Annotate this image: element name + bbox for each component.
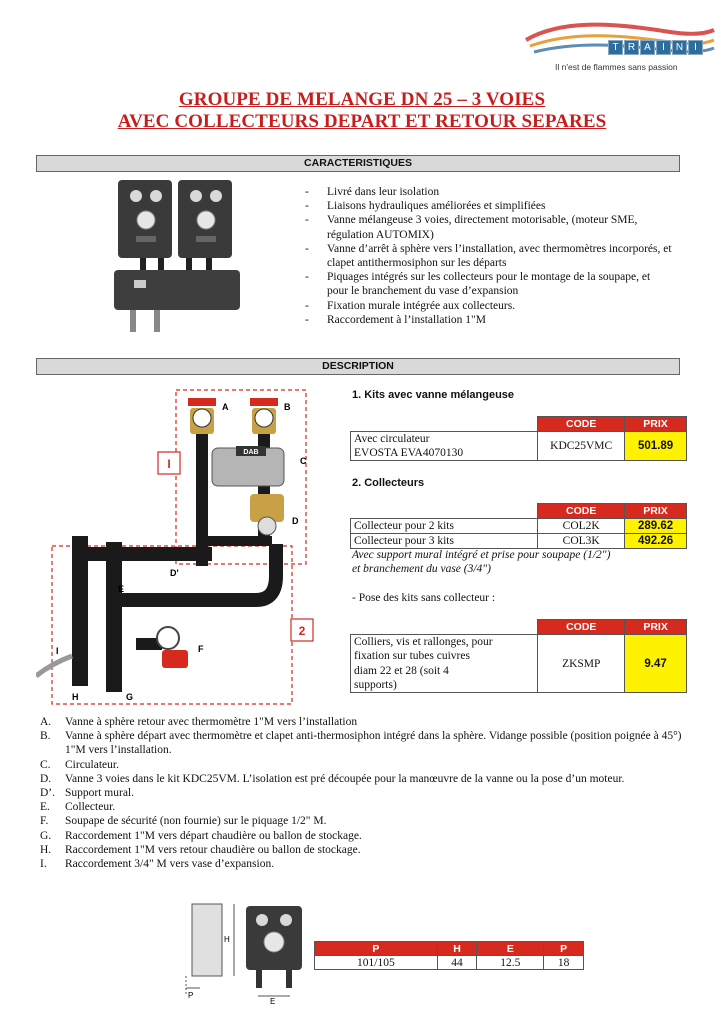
col-header-prix: PRIX xyxy=(625,620,687,635)
table-row xyxy=(351,534,687,549)
designation: EVOSTA EVA4070130 xyxy=(354,447,464,459)
price-cell: 289.62 xyxy=(625,519,687,534)
table-row xyxy=(351,519,687,534)
diagram-label-box2: 2 xyxy=(298,624,306,638)
logo-wordmark: T R A I N I xyxy=(607,40,703,55)
diagram-label-f: F xyxy=(198,644,204,654)
section-description: DESCRIPTION xyxy=(36,358,680,375)
diagram-label-d: D xyxy=(292,516,299,526)
legend-item: D’. Support mural. xyxy=(40,787,134,800)
col-header-code: CODE xyxy=(538,620,625,635)
designation: Collecteur pour 2 kits xyxy=(351,519,538,534)
price-cell: 501.89 xyxy=(625,432,687,461)
legend-item: C. Circulateur. xyxy=(40,758,119,771)
col-header-prix: PRIX xyxy=(625,504,687,519)
feature-item: - Livré dans leur isolation xyxy=(304,185,674,199)
diagram-label-g: G xyxy=(126,692,134,702)
page-title-line-1: GROUPE DE MELANGE DN 25 – 3 VOIES xyxy=(178,89,546,110)
pose-table xyxy=(350,619,687,693)
code-cell: COL3K xyxy=(538,534,625,549)
kits-table xyxy=(350,416,687,461)
legend-item: F. Soupape de sécurité (non fournie) sur le piquage 1/2" M. xyxy=(40,815,327,828)
legend-item: G. Raccordement 1"M vers départ chaudière ou ballon de stockage. xyxy=(40,829,362,842)
legend-item: B. Vanne à sphère départ avec thermomètre et clapet anti-thermosiphon intégré dans la sphère. Vidange possible (position poignée à 45°) 1"M vers l’installation. xyxy=(40,730,682,757)
price-cell: 9.47 xyxy=(625,635,687,693)
feature-item: - Vanne d’arrêt à sphère vers l’installation, avec thermomètres incorporés, et clapet antithermosiphon sur les départs xyxy=(304,242,674,270)
dimension-label-e: E xyxy=(270,997,276,1006)
dimension-label-h: H xyxy=(224,935,230,944)
code-cell: ZKSMP xyxy=(538,635,625,693)
collecteurs-heading: 2. Collecteurs xyxy=(352,477,425,489)
dimension-label-p: P xyxy=(188,991,194,1000)
feature-item: - Fixation murale intégrée aux collecteurs. xyxy=(304,299,674,313)
feature-item: - Liaisons hydrauliques améliorées et simplifiées xyxy=(304,199,674,213)
feature-item: - Raccordement à l’installation 1"M xyxy=(304,313,674,327)
pose-text: - Pose des kits sans collecteur : xyxy=(352,592,496,604)
product-photo xyxy=(110,176,245,346)
page-title-line-2: AVEC COLLECTEURS DEPART ET RETOUR SEPARES xyxy=(117,111,607,132)
section-caracteristiques: CARACTERISTIQUES xyxy=(36,155,680,172)
col-header-code: CODE xyxy=(538,504,625,519)
legend-item: A. Vanne à sphère retour avec thermomètre 1"M vers l’installation xyxy=(40,716,358,728)
table-row: Colliers, vis et rallonges, pour fixation sur tubes cuivres diam 22 et 28 (soit 4 supports) ZKSMP 9.47 xyxy=(351,635,687,693)
legend-item: E. Collecteur. xyxy=(40,801,116,814)
diagram-label-a: A xyxy=(222,402,229,412)
diagram-label-b: B xyxy=(284,402,291,412)
pump-brand: DAB xyxy=(243,449,259,456)
kits-heading: 1. Kits avec vanne mélangeuse xyxy=(352,389,515,401)
legend-item: D. Vanne 3 voies dans le kit KDC25VM. L’isolation est pré découpée pour la manœuvre de la vanne ou la pose d’un moteur. xyxy=(40,772,625,785)
designation: Collecteur pour 3 kits xyxy=(351,534,538,549)
diagram-label-i: I xyxy=(56,646,59,656)
legend-item: I. Raccordement 3/4" M vers vase d’expansion. xyxy=(40,858,275,871)
collecteurs-note: Avec support mural intégré et prise pour soupape (1/2") et branchement du vase (3/4") xyxy=(352,549,611,575)
col-header-h: H xyxy=(437,942,477,956)
assembly-diagram xyxy=(36,386,336,708)
table-row xyxy=(351,432,687,461)
logo-slogan: Il n'est de flammes sans passion xyxy=(555,62,678,72)
code-cell: KDC25VMC xyxy=(538,432,625,461)
dimension-drawing xyxy=(178,896,314,1006)
diagram-label-c: C xyxy=(300,456,307,466)
dimensions-table xyxy=(314,941,584,970)
col-header-code: CODE xyxy=(538,417,625,432)
price-cell: 492.26 xyxy=(625,534,687,549)
diagram-label-e: E xyxy=(118,584,125,594)
col-header-prix: PRIX xyxy=(625,417,687,432)
features-list xyxy=(304,185,674,327)
table-row: 101/105 44 12.5 18 xyxy=(315,956,584,970)
diagram-label-h: H xyxy=(72,692,79,702)
code-cell: COL2K xyxy=(538,519,625,534)
feature-item: - Vanne mélangeuse 3 voies, directement motorisable, (moteur SME, régulation AUTOMIX) xyxy=(304,213,674,241)
col-header-p: P xyxy=(315,942,438,956)
diagram-label-box1: I xyxy=(167,457,171,471)
col-header-e: E xyxy=(477,942,544,956)
col-header-p2: P xyxy=(544,942,584,956)
designation: Avec circulateur xyxy=(354,433,430,445)
legend-list xyxy=(40,715,700,871)
diagram-label-d-prime: D' xyxy=(170,568,179,578)
feature-item: - Piquages intégrés sur les collecteurs pour le montage de la soupape, et pour le branchement du vase d’expansion xyxy=(304,270,674,298)
collecteurs-table xyxy=(350,503,687,549)
legend-item: H. Raccordement 1"M vers retour chaudière ou ballon de stockage. xyxy=(40,843,361,856)
